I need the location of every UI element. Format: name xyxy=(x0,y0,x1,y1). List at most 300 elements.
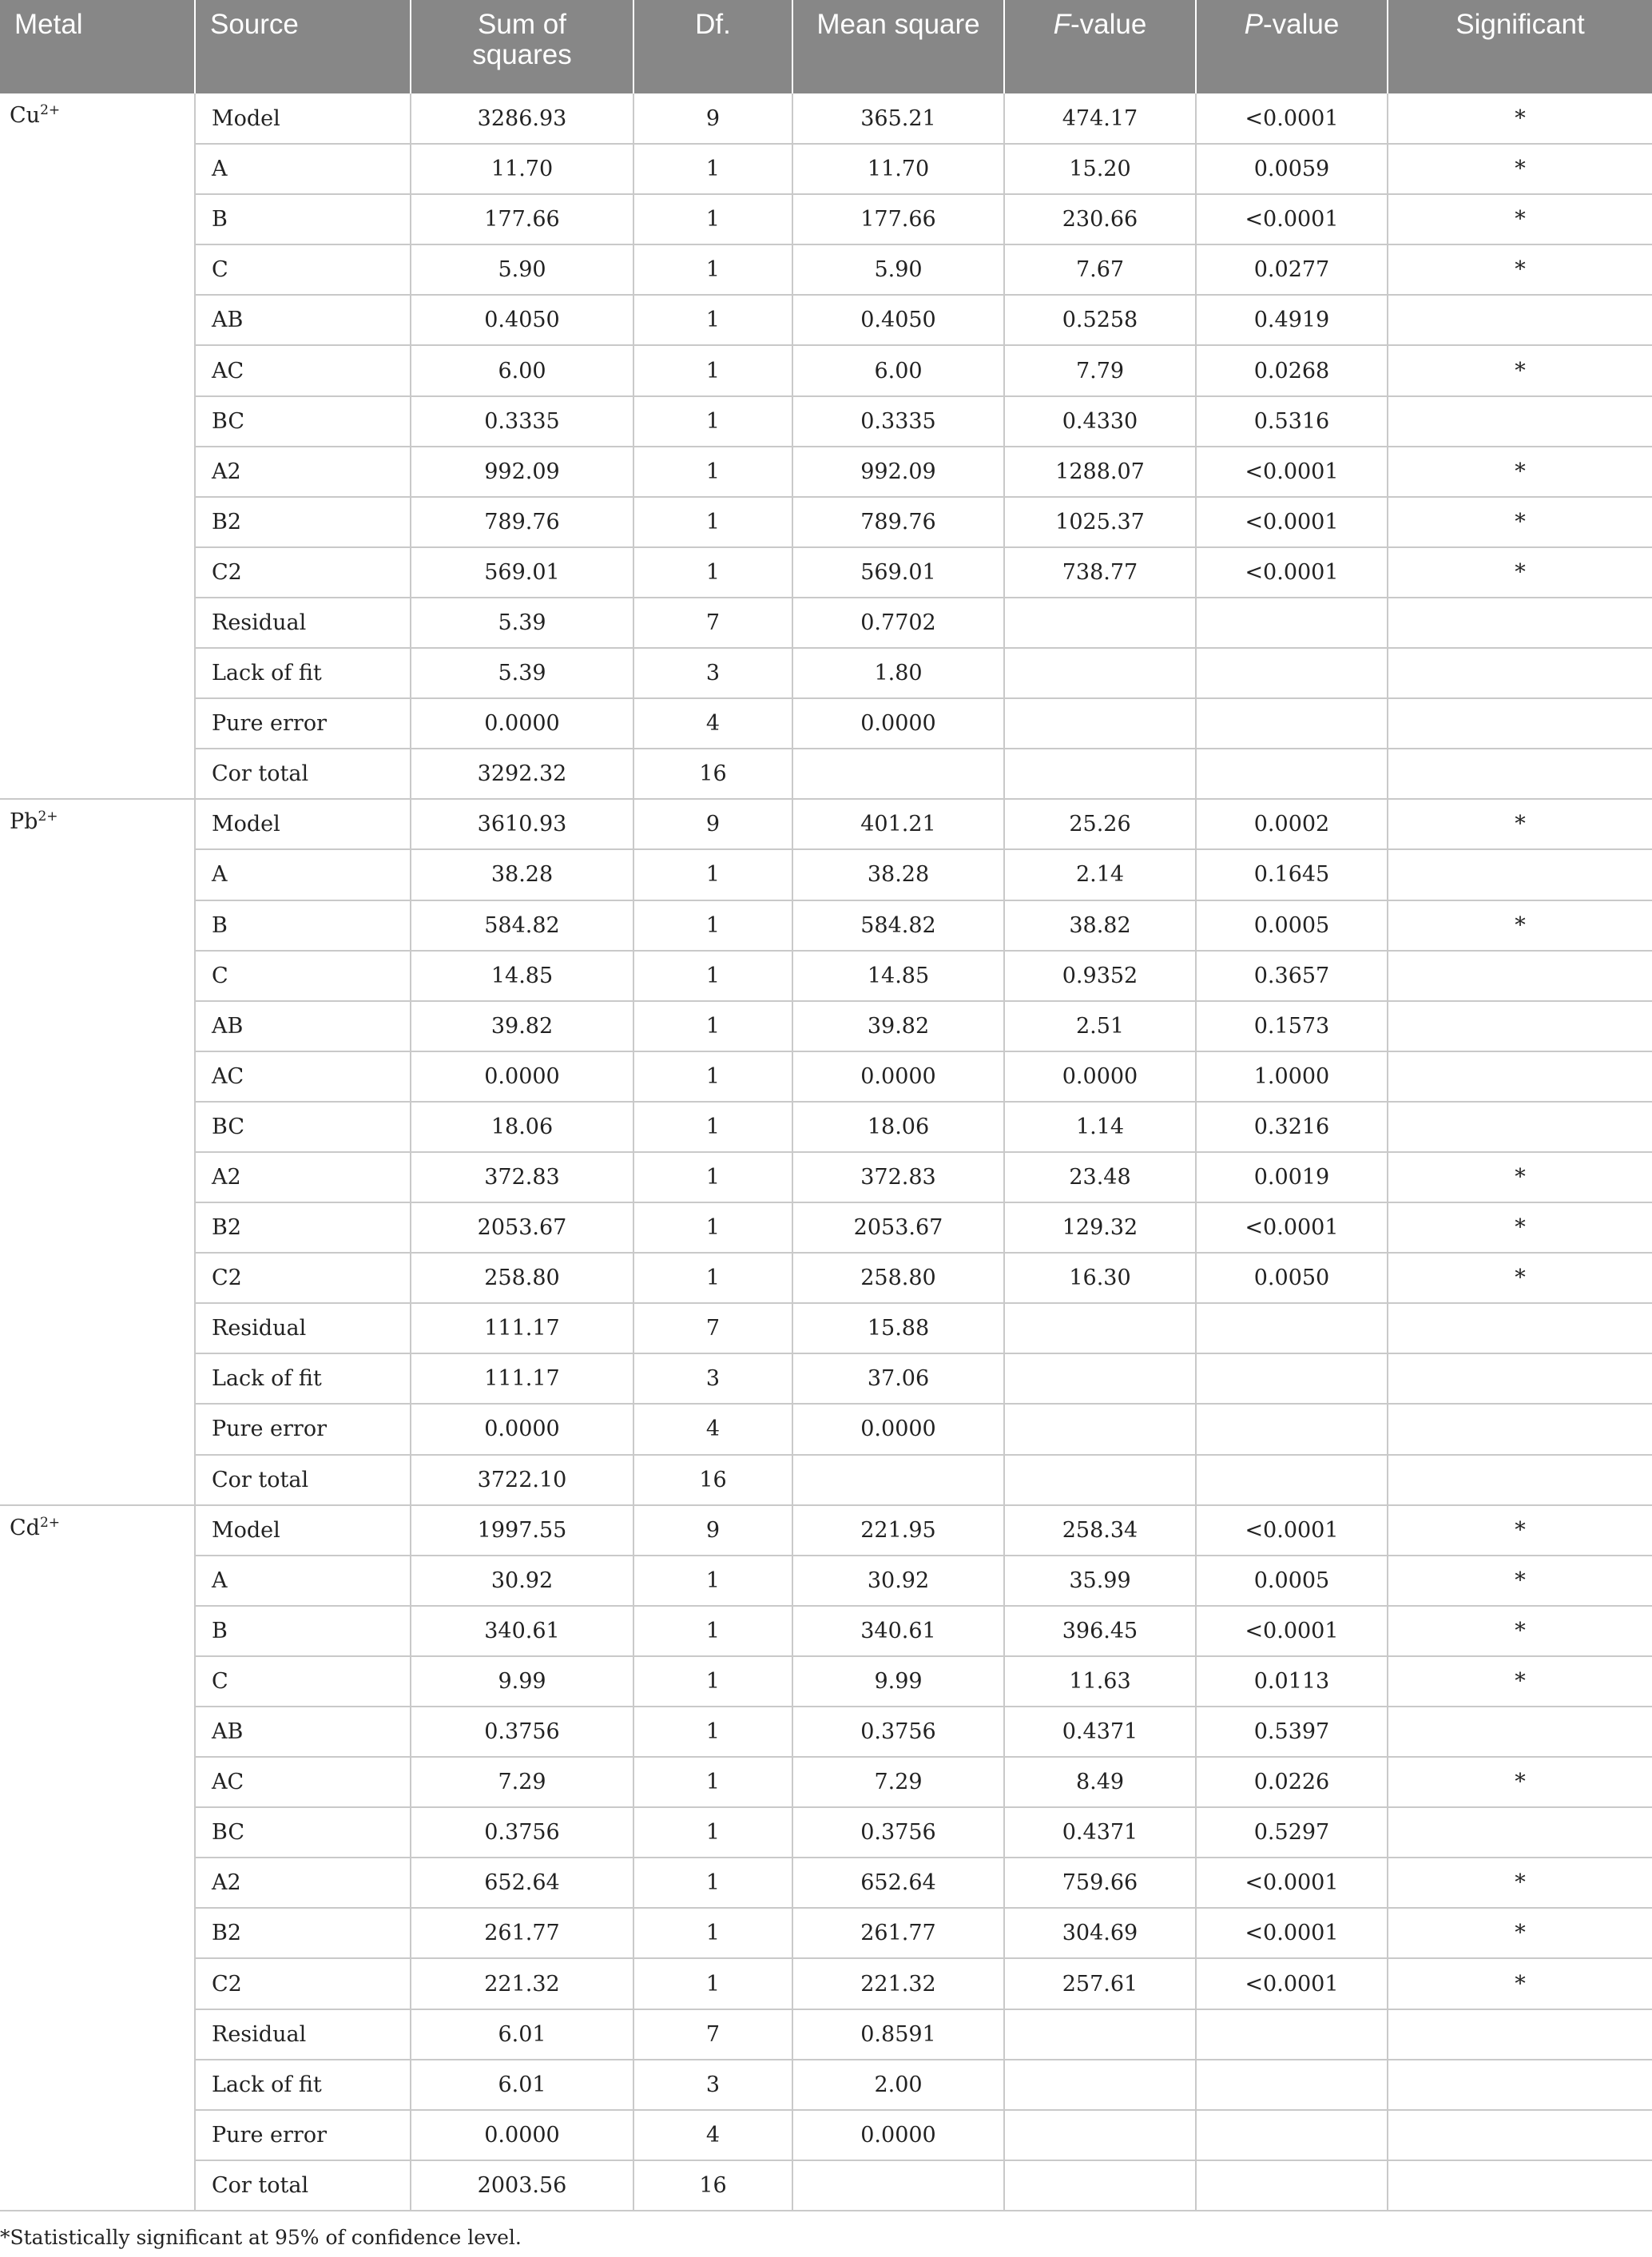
table-row xyxy=(0,194,1652,244)
table-row xyxy=(0,749,1652,799)
cell-f-value: 257.61 xyxy=(1004,1958,1196,2009)
header-sum-of-squares: Sum of squares xyxy=(411,0,633,93)
cell-mean-square: 221.95 xyxy=(792,1505,1004,1556)
cell-source: Residual xyxy=(195,2009,411,2060)
cell-significant: * xyxy=(1388,1858,1652,1908)
cell-p-value: 0.5397 xyxy=(1196,1707,1388,1757)
cell-df: 4 xyxy=(633,1404,792,1454)
table-row xyxy=(0,447,1652,497)
cell-source: BC xyxy=(195,1807,411,1858)
cell-sum-of-squares: 0.0000 xyxy=(411,2110,633,2160)
cell-df: 1 xyxy=(633,1656,792,1707)
cell-f-value: 759.66 xyxy=(1004,1858,1196,1908)
metal-label xyxy=(0,799,195,1504)
table-row xyxy=(0,2110,1652,2160)
cell-source: B2 xyxy=(195,497,411,547)
cell-mean-square: 1.80 xyxy=(792,648,1004,698)
cell-p-value: 0.0002 xyxy=(1196,799,1388,849)
table-row xyxy=(0,648,1652,698)
cell-source: Pure error xyxy=(195,1404,411,1454)
cell-df: 1 xyxy=(633,1202,792,1253)
header-row xyxy=(0,0,1652,93)
cell-p-value xyxy=(1196,2060,1388,2110)
cell-f-value xyxy=(1004,1353,1196,1404)
cell-mean-square: 0.3756 xyxy=(792,1707,1004,1757)
cell-f-value: 1025.37 xyxy=(1004,497,1196,547)
cell-significant xyxy=(1388,1404,1652,1454)
table-row xyxy=(0,1656,1652,1707)
cell-source: A xyxy=(195,849,411,900)
cell-df: 7 xyxy=(633,2009,792,2060)
cell-source: C2 xyxy=(195,547,411,598)
table-row xyxy=(0,1606,1652,1656)
cell-sum-of-squares: 111.17 xyxy=(411,1303,633,1353)
cell-sum-of-squares: 3610.93 xyxy=(411,799,633,849)
cell-mean-square: 652.64 xyxy=(792,1858,1004,1908)
cell-mean-square xyxy=(792,749,1004,799)
metal-symbol: Cd xyxy=(10,1515,40,1540)
cell-source: Cor total xyxy=(195,1455,411,1505)
cell-source: Residual xyxy=(195,598,411,648)
cell-mean-square: 6.00 xyxy=(792,345,1004,395)
cell-df: 7 xyxy=(633,598,792,648)
cell-sum-of-squares: 340.61 xyxy=(411,1606,633,1656)
header-f-rest: -value xyxy=(1070,9,1147,40)
table-row xyxy=(0,1001,1652,1051)
metal-charge: 2+ xyxy=(40,102,61,118)
cell-mean-square: 18.06 xyxy=(792,1102,1004,1152)
cell-source: AB xyxy=(195,1001,411,1051)
cell-df: 1 xyxy=(633,849,792,900)
table-row xyxy=(0,849,1652,900)
cell-source: C2 xyxy=(195,1253,411,1303)
cell-significant: * xyxy=(1388,194,1652,244)
cell-sum-of-squares: 5.90 xyxy=(411,244,633,295)
cell-p-value: <0.0001 xyxy=(1196,1202,1388,1253)
cell-f-value xyxy=(1004,1455,1196,1505)
header-significant: Significant xyxy=(1388,0,1652,93)
table-row xyxy=(0,244,1652,295)
cell-mean-square: 0.0000 xyxy=(792,1404,1004,1454)
cell-significant: * xyxy=(1388,93,1652,144)
cell-mean-square: 789.76 xyxy=(792,497,1004,547)
cell-df: 1 xyxy=(633,1001,792,1051)
cell-mean-square: 2053.67 xyxy=(792,1202,1004,1253)
cell-source: Lack of fit xyxy=(195,648,411,698)
cell-p-value: <0.0001 xyxy=(1196,1606,1388,1656)
cell-df: 1 xyxy=(633,1051,792,1102)
cell-f-value: 38.82 xyxy=(1004,900,1196,951)
cell-df: 1 xyxy=(633,1958,792,2009)
cell-source: B xyxy=(195,1606,411,1656)
header-df: Df. xyxy=(633,0,792,93)
cell-f-value: 7.67 xyxy=(1004,244,1196,295)
cell-significant: * xyxy=(1388,345,1652,395)
cell-df: 3 xyxy=(633,648,792,698)
cell-mean-square: 37.06 xyxy=(792,1353,1004,1404)
cell-df: 1 xyxy=(633,1556,792,1606)
cell-sum-of-squares: 39.82 xyxy=(411,1001,633,1051)
cell-mean-square: 30.92 xyxy=(792,1556,1004,1606)
cell-sum-of-squares: 177.66 xyxy=(411,194,633,244)
cell-significant xyxy=(1388,2160,1652,2211)
cell-p-value: 0.0059 xyxy=(1196,144,1388,194)
cell-f-value: 2.51 xyxy=(1004,1001,1196,1051)
cell-p-value: 0.0226 xyxy=(1196,1757,1388,1807)
cell-significant: * xyxy=(1388,497,1652,547)
header-source: Source xyxy=(195,0,411,93)
cell-f-value: 396.45 xyxy=(1004,1606,1196,1656)
cell-significant xyxy=(1388,1303,1652,1353)
cell-sum-of-squares: 3722.10 xyxy=(411,1455,633,1505)
cell-mean-square: 38.28 xyxy=(792,849,1004,900)
cell-source: Residual xyxy=(195,1303,411,1353)
table-row xyxy=(0,799,1652,849)
header-f-italic: F xyxy=(1053,9,1071,40)
cell-df: 1 xyxy=(633,951,792,1001)
cell-f-value: 1288.07 xyxy=(1004,447,1196,497)
cell-p-value: 0.0005 xyxy=(1196,900,1388,951)
cell-p-value xyxy=(1196,2160,1388,2211)
cell-mean-square: 0.7702 xyxy=(792,598,1004,648)
cell-mean-square: 0.8591 xyxy=(792,2009,1004,2060)
cell-f-value: 7.79 xyxy=(1004,345,1196,395)
cell-source: A2 xyxy=(195,1152,411,1202)
cell-significant xyxy=(1388,1102,1652,1152)
table-header xyxy=(0,0,1652,93)
cell-df: 9 xyxy=(633,799,792,849)
cell-p-value: 0.4919 xyxy=(1196,295,1388,345)
cell-f-value: 0.0000 xyxy=(1004,1051,1196,1102)
cell-p-value xyxy=(1196,698,1388,749)
cell-f-value xyxy=(1004,598,1196,648)
cell-source: B xyxy=(195,900,411,951)
cell-sum-of-squares: 0.0000 xyxy=(411,1404,633,1454)
cell-sum-of-squares: 7.29 xyxy=(411,1757,633,1807)
cell-significant xyxy=(1388,1455,1652,1505)
cell-source: AB xyxy=(195,295,411,345)
header-mean-square: Mean square xyxy=(792,0,1004,93)
table-row xyxy=(0,1958,1652,2009)
cell-df: 1 xyxy=(633,244,792,295)
cell-df: 1 xyxy=(633,1152,792,1202)
cell-mean-square xyxy=(792,2160,1004,2211)
cell-sum-of-squares: 3286.93 xyxy=(411,93,633,144)
cell-sum-of-squares: 0.0000 xyxy=(411,1051,633,1102)
cell-significant: * xyxy=(1388,1958,1652,2009)
cell-sum-of-squares: 6.00 xyxy=(411,345,633,395)
cell-source: Lack of fit xyxy=(195,2060,411,2110)
cell-significant xyxy=(1388,2060,1652,2110)
cell-source: Cor total xyxy=(195,749,411,799)
cell-f-value: 0.5258 xyxy=(1004,295,1196,345)
cell-p-value: 1.0000 xyxy=(1196,1051,1388,1102)
cell-significant: * xyxy=(1388,1505,1652,1556)
cell-source: Model xyxy=(195,93,411,144)
cell-f-value: 11.63 xyxy=(1004,1656,1196,1707)
cell-mean-square: 365.21 xyxy=(792,93,1004,144)
cell-sum-of-squares: 652.64 xyxy=(411,1858,633,1908)
cell-p-value xyxy=(1196,1303,1388,1353)
cell-significant xyxy=(1388,295,1652,345)
table-body xyxy=(0,93,1652,2211)
cell-df: 1 xyxy=(633,1606,792,1656)
cell-df: 1 xyxy=(633,1908,792,1958)
cell-f-value: 8.49 xyxy=(1004,1757,1196,1807)
cell-sum-of-squares: 0.4050 xyxy=(411,295,633,345)
cell-mean-square: 7.29 xyxy=(792,1757,1004,1807)
cell-df: 1 xyxy=(633,1102,792,1152)
cell-p-value: <0.0001 xyxy=(1196,447,1388,497)
table-row xyxy=(0,1908,1652,1958)
cell-source: AC xyxy=(195,345,411,395)
cell-significant xyxy=(1388,1051,1652,1102)
table-row xyxy=(0,1505,1652,1556)
table-row xyxy=(0,396,1652,447)
cell-df: 1 xyxy=(633,447,792,497)
table-row xyxy=(0,2009,1652,2060)
cell-p-value: <0.0001 xyxy=(1196,93,1388,144)
cell-source: A2 xyxy=(195,1858,411,1908)
cell-sum-of-squares: 14.85 xyxy=(411,951,633,1001)
cell-sum-of-squares: 2003.56 xyxy=(411,2160,633,2211)
cell-source: A xyxy=(195,144,411,194)
cell-df: 16 xyxy=(633,2160,792,2211)
cell-df: 1 xyxy=(633,1858,792,1908)
table-row xyxy=(0,1707,1652,1757)
cell-f-value xyxy=(1004,1303,1196,1353)
cell-f-value: 304.69 xyxy=(1004,1908,1196,1958)
cell-source: Lack of fit xyxy=(195,1353,411,1404)
cell-p-value xyxy=(1196,2110,1388,2160)
cell-mean-square: 0.3756 xyxy=(792,1807,1004,1858)
cell-df: 1 xyxy=(633,1807,792,1858)
cell-df: 9 xyxy=(633,1505,792,1556)
table-row xyxy=(0,497,1652,547)
cell-mean-square: 258.80 xyxy=(792,1253,1004,1303)
cell-f-value: 0.4371 xyxy=(1004,1707,1196,1757)
cell-significant xyxy=(1388,951,1652,1001)
table-row xyxy=(0,900,1652,951)
cell-mean-square xyxy=(792,1455,1004,1505)
table-row xyxy=(0,1807,1652,1858)
cell-sum-of-squares: 18.06 xyxy=(411,1102,633,1152)
cell-f-value xyxy=(1004,2110,1196,2160)
cell-mean-square: 569.01 xyxy=(792,547,1004,598)
cell-significant xyxy=(1388,396,1652,447)
table-row xyxy=(0,1253,1652,1303)
table-row xyxy=(0,2060,1652,2110)
cell-sum-of-squares: 0.0000 xyxy=(411,698,633,749)
cell-source: Pure error xyxy=(195,698,411,749)
table-row xyxy=(0,1556,1652,1606)
cell-sum-of-squares: 5.39 xyxy=(411,598,633,648)
cell-p-value xyxy=(1196,749,1388,799)
cell-df: 3 xyxy=(633,1353,792,1404)
cell-f-value: 258.34 xyxy=(1004,1505,1196,1556)
cell-p-value xyxy=(1196,2009,1388,2060)
cell-df: 4 xyxy=(633,2110,792,2160)
cell-source: BC xyxy=(195,396,411,447)
cell-significant xyxy=(1388,1001,1652,1051)
table-row xyxy=(0,93,1652,144)
cell-p-value xyxy=(1196,1353,1388,1404)
table-row xyxy=(0,951,1652,1001)
cell-sum-of-squares: 992.09 xyxy=(411,447,633,497)
cell-sum-of-squares: 261.77 xyxy=(411,1908,633,1958)
cell-df: 16 xyxy=(633,749,792,799)
cell-f-value xyxy=(1004,2160,1196,2211)
cell-df: 1 xyxy=(633,1757,792,1807)
cell-mean-square: 2.00 xyxy=(792,2060,1004,2110)
cell-significant: * xyxy=(1388,1606,1652,1656)
cell-significant: * xyxy=(1388,144,1652,194)
cell-sum-of-squares: 221.32 xyxy=(411,1958,633,2009)
header-p-rest: -value xyxy=(1263,9,1340,40)
metal-symbol: Cu xyxy=(10,103,41,128)
cell-mean-square: 261.77 xyxy=(792,1908,1004,1958)
cell-f-value xyxy=(1004,1404,1196,1454)
cell-sum-of-squares: 3292.32 xyxy=(411,749,633,799)
cell-significant: * xyxy=(1388,1656,1652,1707)
cell-source: B2 xyxy=(195,1202,411,1253)
table-row xyxy=(0,1455,1652,1505)
table-row xyxy=(0,1353,1652,1404)
cell-f-value xyxy=(1004,2060,1196,2110)
cell-p-value: 0.0113 xyxy=(1196,1656,1388,1707)
cell-sum-of-squares: 5.39 xyxy=(411,648,633,698)
table-row xyxy=(0,698,1652,749)
cell-f-value xyxy=(1004,648,1196,698)
cell-source: B xyxy=(195,194,411,244)
cell-f-value: 16.30 xyxy=(1004,1253,1196,1303)
cell-p-value: <0.0001 xyxy=(1196,1858,1388,1908)
cell-significant xyxy=(1388,849,1652,900)
table-row xyxy=(0,144,1652,194)
cell-mean-square: 15.88 xyxy=(792,1303,1004,1353)
metal-charge: 2+ xyxy=(39,1514,61,1531)
cell-mean-square: 177.66 xyxy=(792,194,1004,244)
cell-significant: * xyxy=(1388,799,1652,849)
cell-p-value xyxy=(1196,648,1388,698)
cell-p-value: 0.5316 xyxy=(1196,396,1388,447)
cell-significant xyxy=(1388,2009,1652,2060)
cell-significant xyxy=(1388,2110,1652,2160)
cell-mean-square: 0.0000 xyxy=(792,2110,1004,2160)
table-row xyxy=(0,1102,1652,1152)
cell-sum-of-squares: 372.83 xyxy=(411,1152,633,1202)
cell-df: 1 xyxy=(633,497,792,547)
cell-mean-square: 221.32 xyxy=(792,1958,1004,2009)
cell-mean-square: 14.85 xyxy=(792,951,1004,1001)
cell-df: 1 xyxy=(633,1707,792,1757)
metal-label xyxy=(0,1505,195,2211)
cell-df: 1 xyxy=(633,547,792,598)
cell-sum-of-squares: 569.01 xyxy=(411,547,633,598)
cell-p-value: 0.1645 xyxy=(1196,849,1388,900)
cell-f-value: 0.9352 xyxy=(1004,951,1196,1001)
cell-significant: * xyxy=(1388,1152,1652,1202)
cell-mean-square: 9.99 xyxy=(792,1656,1004,1707)
cell-p-value xyxy=(1196,598,1388,648)
cell-significant: * xyxy=(1388,1253,1652,1303)
table-row xyxy=(0,1202,1652,1253)
cell-f-value: 1.14 xyxy=(1004,1102,1196,1152)
cell-df: 1 xyxy=(633,295,792,345)
metal-symbol: Pb xyxy=(10,809,38,835)
table-row xyxy=(0,345,1652,395)
cell-sum-of-squares: 584.82 xyxy=(411,900,633,951)
cell-mean-square: 39.82 xyxy=(792,1001,1004,1051)
cell-f-value xyxy=(1004,2009,1196,2060)
cell-f-value: 230.66 xyxy=(1004,194,1196,244)
cell-source: C2 xyxy=(195,1958,411,2009)
cell-significant: * xyxy=(1388,447,1652,497)
cell-significant: * xyxy=(1388,1202,1652,1253)
table-row xyxy=(0,1051,1652,1102)
cell-df: 9 xyxy=(633,93,792,144)
cell-source: AC xyxy=(195,1051,411,1102)
cell-significant: * xyxy=(1388,547,1652,598)
cell-mean-square: 0.0000 xyxy=(792,1051,1004,1102)
cell-significant xyxy=(1388,648,1652,698)
header-f-value xyxy=(1004,0,1196,93)
cell-mean-square: 0.4050 xyxy=(792,295,1004,345)
cell-f-value xyxy=(1004,749,1196,799)
table-row xyxy=(0,1303,1652,1353)
table-row xyxy=(0,1152,1652,1202)
cell-p-value xyxy=(1196,1404,1388,1454)
table-row xyxy=(0,295,1652,345)
table-row xyxy=(0,1858,1652,1908)
cell-p-value: 0.0277 xyxy=(1196,244,1388,295)
metal-label xyxy=(0,93,195,799)
cell-f-value: 0.4330 xyxy=(1004,396,1196,447)
cell-f-value: 0.4371 xyxy=(1004,1807,1196,1858)
cell-p-value: 0.0019 xyxy=(1196,1152,1388,1202)
cell-significant: * xyxy=(1388,900,1652,951)
cell-significant xyxy=(1388,1353,1652,1404)
cell-source: C xyxy=(195,1656,411,1707)
cell-sum-of-squares: 6.01 xyxy=(411,2009,633,2060)
cell-df: 3 xyxy=(633,2060,792,2110)
cell-mean-square: 372.83 xyxy=(792,1152,1004,1202)
cell-sum-of-squares: 258.80 xyxy=(411,1253,633,1303)
cell-mean-square: 340.61 xyxy=(792,1606,1004,1656)
cell-sum-of-squares: 111.17 xyxy=(411,1353,633,1404)
cell-sum-of-squares: 0.3335 xyxy=(411,396,633,447)
cell-source: Model xyxy=(195,1505,411,1556)
table-row xyxy=(0,1757,1652,1807)
cell-sum-of-squares: 30.92 xyxy=(411,1556,633,1606)
cell-df: 1 xyxy=(633,396,792,447)
cell-sum-of-squares: 2053.67 xyxy=(411,1202,633,1253)
table-row xyxy=(0,1404,1652,1454)
cell-sum-of-squares: 6.01 xyxy=(411,2060,633,2110)
cell-f-value: 2.14 xyxy=(1004,849,1196,900)
cell-source: AB xyxy=(195,1707,411,1757)
cell-df: 1 xyxy=(633,900,792,951)
cell-mean-square: 401.21 xyxy=(792,799,1004,849)
cell-p-value: 0.5297 xyxy=(1196,1807,1388,1858)
cell-p-value: 0.3216 xyxy=(1196,1102,1388,1152)
cell-f-value: 25.26 xyxy=(1004,799,1196,849)
header-metal: Metal xyxy=(0,0,195,93)
cell-mean-square: 11.70 xyxy=(792,144,1004,194)
cell-mean-square: 584.82 xyxy=(792,900,1004,951)
cell-significant xyxy=(1388,1707,1652,1757)
cell-source: B2 xyxy=(195,1908,411,1958)
